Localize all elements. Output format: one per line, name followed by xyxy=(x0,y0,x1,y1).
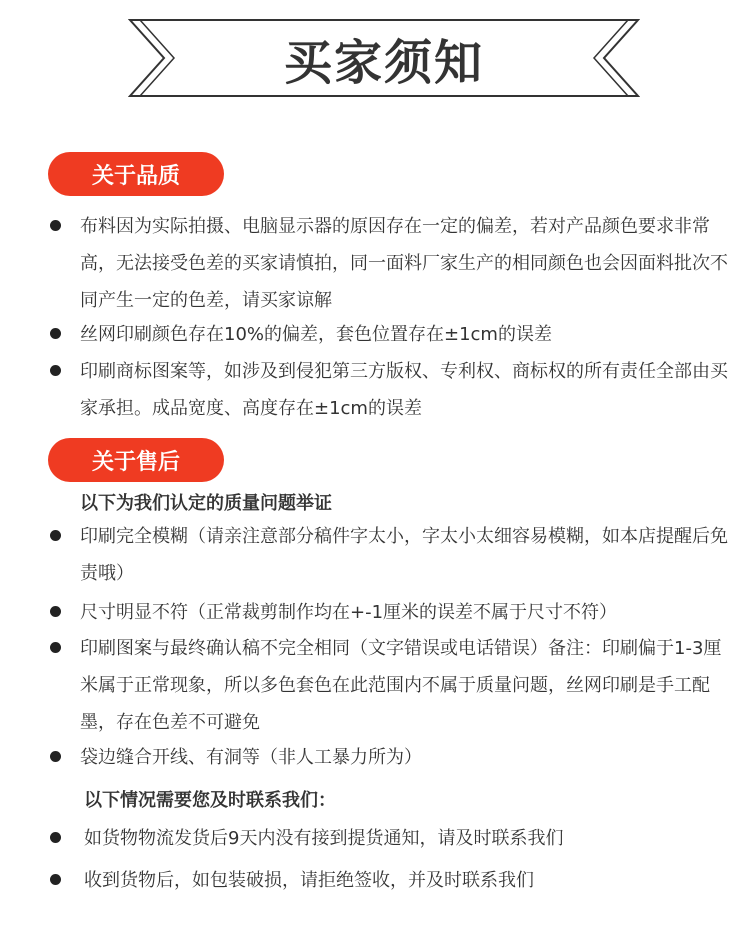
bullet-icon xyxy=(50,874,61,885)
after-sales-section-heading: 关于售后 xyxy=(48,438,224,482)
page-title: 买家须知 xyxy=(283,34,484,91)
title-banner xyxy=(128,18,640,98)
list-item-text: 印刷图案与最终确认稿不完全相同（文字错误或电话错误）备注：印刷偏于1-3厘米属于正常现象，所以多色套色在此范围内不属于质量问题，丝网印刷是手工配墨，存在色差不可避免 xyxy=(80,638,722,733)
list-item-text: 布料因为实际拍摄、电脑显示器的原因存在一定的偏差，若对产品颜色要求非常高，无法接受色差的买家请慎拍，同一面料厂家生产的相同颜色也会因面料批次不同产生一定的色差，请买家谅解 xyxy=(80,216,728,311)
quality-section-heading: 关于品质 xyxy=(48,152,224,196)
list-item-text: 印刷完全模糊（请亲注意部分稿件字太小，字太小太细容易模糊，如本店提醒后免责哦） xyxy=(80,526,728,584)
bullet-icon xyxy=(50,751,61,762)
list-item-text: 印刷商标图案等，如涉及到侵犯第三方版权、专利权、商标权的所有责任全部由买家承担。成品宽度、高度存在±1cm的误差 xyxy=(80,361,728,419)
quality-issues-subheading: 以下为我们认定的质量问题举证 xyxy=(80,493,332,514)
list-item-text: 尺寸明显不符（正常裁剪制作均在+-1厘米的误差不属于尺寸不符） xyxy=(80,602,618,623)
bullet-icon xyxy=(50,832,61,843)
list-item-text: 收到货物后，如包装破损，请拒绝签收，并及时联系我们 xyxy=(84,870,534,891)
list-item-text: 如货物物流发货后9天内没有接到提货通知，请及时联系我们 xyxy=(84,828,564,849)
bullet-icon xyxy=(50,606,61,617)
bullet-icon xyxy=(50,220,61,231)
list-item-text: 袋边缝合开线、有洞等（非人工暴力所为） xyxy=(80,747,422,768)
bullet-icon xyxy=(50,642,61,653)
bullet-icon xyxy=(50,530,61,541)
bullet-icon xyxy=(50,365,61,376)
contact-subheading: 以下情况需要您及时联系我们： xyxy=(84,790,336,811)
list-item-text: 丝网印刷颜色存在10%的偏差，套色位置存在±1cm的误差 xyxy=(80,324,552,345)
bullet-icon xyxy=(50,328,61,339)
